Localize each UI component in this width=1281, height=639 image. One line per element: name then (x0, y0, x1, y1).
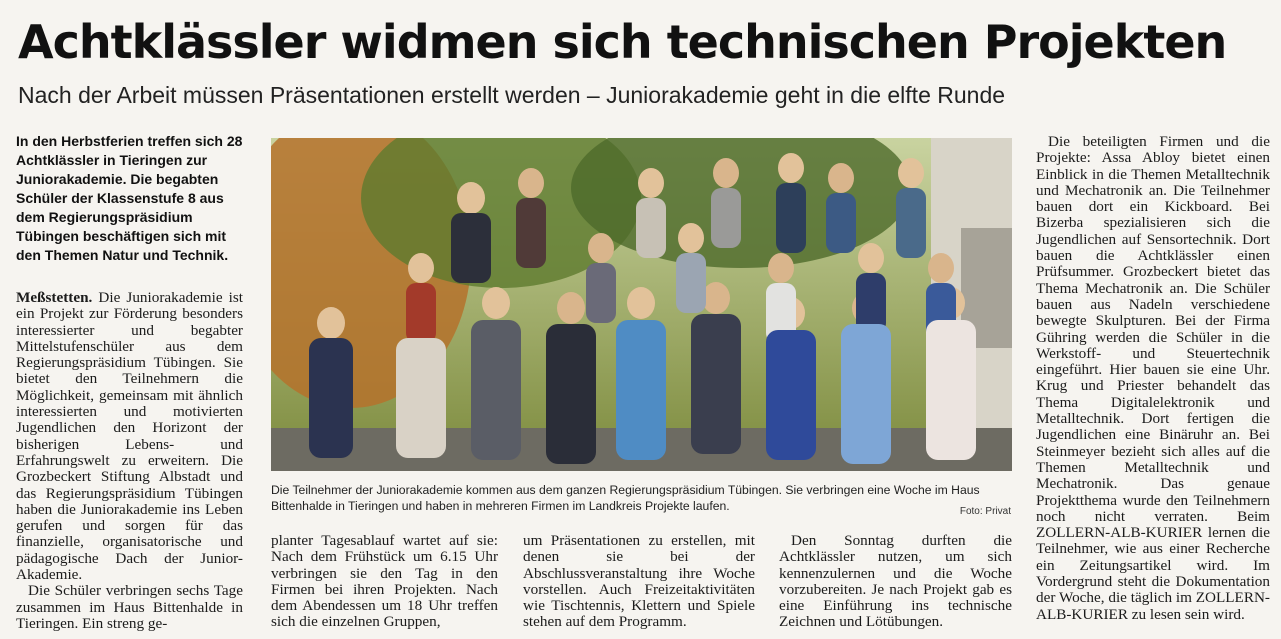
article-column-3 (523, 533, 755, 631)
group-photo-illustration (271, 138, 1012, 471)
article-column-1 (16, 290, 243, 632)
dateline: Meßstetten. (16, 289, 93, 306)
paragraph: Den Sonntag durften die Achtklässler nutzen, um sich kennenzulernen und die Woche vorzubereiten. Je nach Projekt gab es eine Einführung ins technische Zeichnen und Lötübungen. (779, 532, 1012, 631)
paragraph-text: Die Juniorakademie ist ein Projekt zur Förderung besonders interessierter und begabter Mittelstufenschüler aus dem Regierungspräsidium Tübingen. Sie bietet den Teilnehmern die Möglichkeit, gemeinsam mit ähnlich interessierten und motivierten Jugendlichen den Horizont der bisherigen Lebens- und Erfahrungswelt zu erweitern. Die Grozbeckert Stiftung Albstadt und das Regierungspräsidium Tübingen haben die Juniorakademie ins Leben gerufen und sorgen für das finanzielle, organisatorische und pädagogische Dach der Junior-Akademie. (16, 289, 243, 584)
paragraph: um Präsentationen zu erstellen, mit denen sie bei der Abschlussveranstaltung ihre Woche vorstellen. Auch Freizeitaktivitäten wie Tischtennis, Klettern und Spiele stehen auf dem Programm. (523, 532, 755, 631)
photo-credit: Foto: Privat (959, 506, 1011, 517)
photo-caption: Die Teilnehmer der Juniorakademie kommen aus dem ganzen Regierungspräsidium Tübingen. Sie verbringen eine Woche im Haus Bittenhalde in Tieringen und haben in mehreren Firmen im Landkreis Projekte laufen. (271, 483, 980, 513)
paragraph: Die Schüler verbringen sechs Tage zusammen im Haus Bittenhalde in Tieringen. Ein streng ge- (16, 582, 243, 632)
subheadline: Nach der Arbeit müssen Präsentationen erstellt werden – Juniorakademie geht in die elfte Runde (18, 82, 1006, 108)
article-column-5 (1036, 134, 1270, 623)
paragraph: planter Tagesablauf wartet auf sie: Nach dem Frühstück um 6.15 Uhr verbringen sie den Tag in den Firmen bei ihren Projekten. Nach dem Abendessen um 18 Uhr treffen sich die einzelnen Gruppen, (271, 532, 498, 631)
paragraph (16, 290, 243, 583)
article-column-2 (271, 533, 498, 631)
teaser: In den Herbstferien treffen sich 28 Achtklässler in Tieringen zur Juniorakademie. Die begabten Schüler der Klassenstufe 8 aus dem Regierungspräsidium Tübingen beschäftigen sich mit den Themen Natur und Technik. (16, 133, 243, 263)
group-photo (271, 138, 1012, 471)
headline: Achtklässler widmen sich technischen Projekten (18, 15, 1227, 69)
article-column-4 (779, 533, 1012, 631)
paragraph: Die beteiligten Firmen und die Projekte: Assa Abloy bietet einen Einblick in die Themen Metalltechnik und Mechatronik an. Die Teilnehmer bauen dort ein Kickboard. Bei Bizerba spezialisieren sich die Jugendlichen auf Sensortechnik. Dort bauen die Achtklässler einen Prüfsummer. Grozbeckert bietet das Thema Mechatronik an. Die Schüler bauen aus Nadeln verschiedene bewegte Skulpturen. Bei der Firma Gühring werden die Schüler in die Werkstoff- und Steuertechnik eingeführt. Hier bauen sie eine Uhr. Krug und Priester behandelt das Thema Digitalelektronik und Metalltechnik. Dort fertigen die Jugendlichen eine Binäruhr an. Bei Steinmeyer bezieht sich alles auf die Themen Metalltechnik und Mechatronik. Das genaue Projektthema wurde den Teilnehmern noch nicht verraten. Beim ZOLLERN-ALB-KURIER lernen die Teilnehmer, wie aus einer Recherche ein Zeitungsartikel wird. Im Vordergrund steht die Dokumentation der Woche, die täglich im ZOLLERN-ALB-KURIER zu lesen sein wird. (1036, 133, 1270, 623)
